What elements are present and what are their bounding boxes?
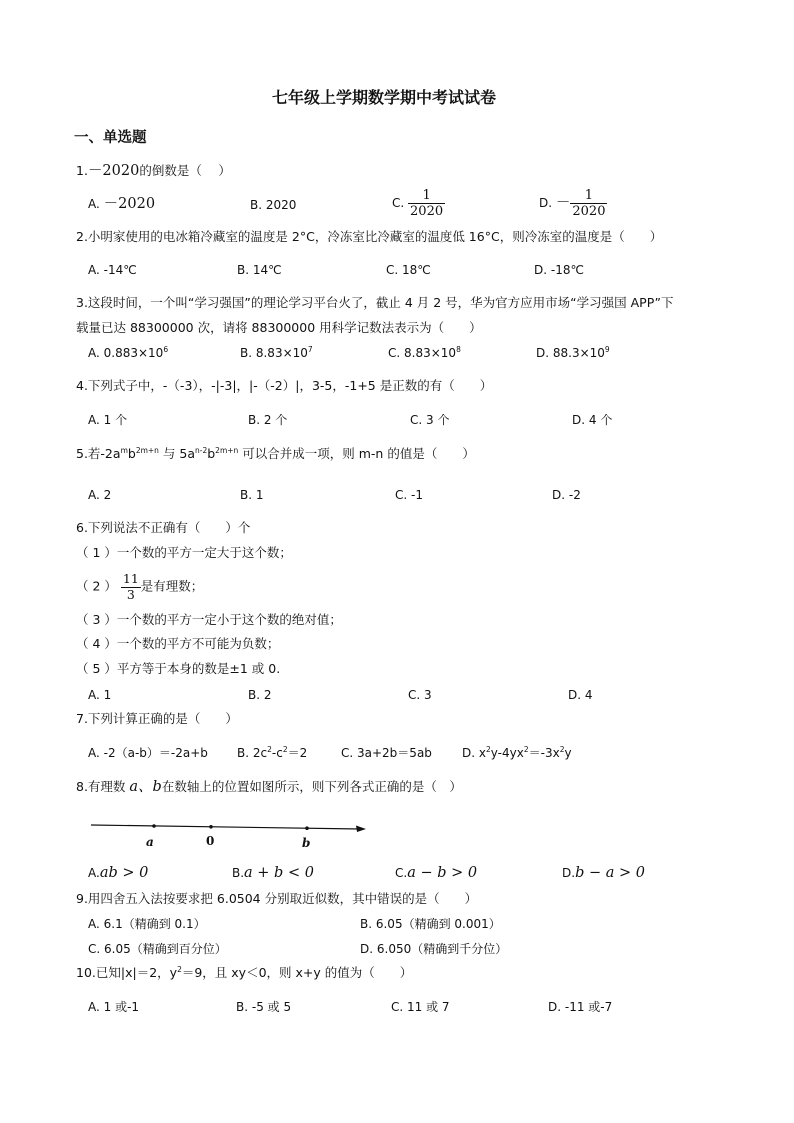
- option-text: ＝2: [287, 746, 308, 760]
- question-2-stem: 2.小明家使用的电冰箱冷藏室的温度是 2°C，冷冻室比冷藏室的温度低 16°C，则冷冻室的温度是（ ）: [76, 229, 663, 244]
- q9-option-d[interactable]: D. 6.050（精确到千分位）: [360, 942, 508, 956]
- q1-option-b[interactable]: B. 2020: [250, 198, 297, 212]
- q10-option-d[interactable]: D. -11 或-7: [548, 1000, 613, 1014]
- stem-text: ＝9，且 xy＜0，则 x+y 的值为（ ）: [181, 965, 413, 980]
- q5-option-d[interactable]: D. -2: [552, 488, 581, 502]
- question-number: 1.: [76, 163, 88, 178]
- exponent: m: [120, 446, 128, 455]
- denominator: 2020: [410, 204, 444, 219]
- option-text: C. 8.83×10: [388, 346, 457, 360]
- option-text: D. 88.3×10: [536, 346, 605, 360]
- exponent: 9: [604, 345, 610, 354]
- option-text: ＝-3x: [528, 746, 560, 760]
- q9-option-b[interactable]: B. 6.05（精确到 0.001）: [360, 917, 501, 931]
- exponent: 2: [559, 745, 565, 754]
- exponent: 2: [177, 965, 182, 974]
- q8-option-c[interactable]: [395, 866, 477, 881]
- option-text: -c: [271, 746, 283, 760]
- q6-statement-2: [76, 573, 203, 601]
- stem-text: 可以合并成一项，则 m-n 的值是（ ）: [238, 446, 475, 461]
- q1-option-d[interactable]: [539, 189, 607, 218]
- number-line-figure: [88, 815, 378, 851]
- q10-option-b[interactable]: B. -5 或 5: [236, 1000, 292, 1014]
- q4-option-d[interactable]: D. 4 个: [572, 413, 613, 427]
- question-1-stem: [76, 164, 231, 179]
- axis-arrow-icon: [356, 826, 366, 833]
- point-zero: [209, 825, 213, 829]
- q7-option-c[interactable]: C. 3a+2b＝5ab: [341, 746, 432, 760]
- q10-option-c[interactable]: C. 11 或 7: [391, 1000, 450, 1014]
- q7-option-d[interactable]: [462, 747, 572, 759]
- page-title: 七年级上学期数学期中考试试卷: [272, 88, 497, 107]
- exponent: 2: [282, 745, 288, 754]
- q8-option-d[interactable]: [562, 866, 645, 881]
- math-expression: a、b: [129, 779, 162, 795]
- q4-option-a[interactable]: A. 1 个: [88, 413, 128, 427]
- q6-statement-4: （ 4 ）一个数的平方不可能为负数；: [76, 636, 280, 651]
- stem-text: 8.有理数: [76, 779, 130, 794]
- math-expression: a + b < 0: [244, 865, 314, 881]
- q6-statement-1: （ 1 ）一个数的平方一定大于这个数；: [76, 545, 292, 560]
- option-text: A. 0.883×10: [88, 346, 164, 360]
- q6-option-d[interactable]: D. 4: [568, 688, 593, 702]
- question-6-stem: 6.下列说法不正确有（ ）个: [76, 520, 251, 535]
- numerator: 11: [122, 571, 139, 586]
- exponent: 2m+n: [135, 446, 159, 455]
- statement-label: （ 2 ）: [76, 578, 117, 594]
- option-text: y-4yx: [490, 746, 524, 760]
- fraction: [570, 189, 607, 218]
- q6-option-a[interactable]: A. 1: [88, 688, 112, 702]
- q7-option-b[interactable]: [237, 747, 307, 759]
- q7-option-a[interactable]: A. -2（a-b）＝-2a+b: [88, 746, 208, 760]
- math-expression: －2020: [103, 196, 156, 212]
- stem-text: 在数轴上的位置如图所示，则下列各式正确的是（ ）: [161, 779, 462, 794]
- point-b: [305, 826, 309, 830]
- stem-text: 与 5a: [158, 446, 195, 461]
- q10-option-a[interactable]: A. 1 或-1: [88, 1000, 140, 1014]
- exponent: 2: [485, 745, 491, 754]
- question-7-stem: 7.下列计算正确的是（ ）: [76, 711, 238, 726]
- fraction: [121, 573, 141, 601]
- question-10-stem: [76, 967, 412, 980]
- q6-statement-5: （ 5 ）平方等于本身的数是±1 或 0.: [76, 661, 281, 676]
- q5-option-b[interactable]: B. 1: [240, 488, 264, 502]
- stem-text: 5.若-2a: [76, 446, 121, 461]
- q5-option-c[interactable]: C. -1: [395, 488, 423, 502]
- numerator: 1: [570, 189, 607, 204]
- stem-text: b: [207, 446, 216, 461]
- fraction: [408, 189, 445, 218]
- exponent: 8: [456, 345, 461, 354]
- option-label: D.: [562, 866, 576, 880]
- option-text: y: [564, 746, 572, 760]
- option-label: A.: [88, 197, 100, 211]
- q3-option-a[interactable]: [88, 347, 168, 359]
- math-expression: b − a > 0: [575, 865, 645, 881]
- q6-option-c[interactable]: C. 3: [408, 688, 432, 702]
- option-label: D.: [539, 196, 553, 210]
- denominator: 2020: [572, 204, 606, 219]
- option-text: D. x: [462, 746, 486, 760]
- option-label: C.: [392, 196, 405, 210]
- question-5-stem: [76, 448, 475, 461]
- exponent: 6: [163, 345, 169, 354]
- q8-option-a[interactable]: [88, 866, 148, 881]
- option-label: B.: [232, 866, 245, 880]
- question-9-stem: 9.用四舍五入法按要求把 6.0504 分别取近似数，其中错误的是（ ）: [76, 891, 478, 906]
- q3-option-c[interactable]: [388, 347, 461, 359]
- exponent: n-2: [195, 446, 208, 455]
- q1-option-a[interactable]: [88, 197, 155, 212]
- q4-option-b[interactable]: B. 2 个: [248, 413, 288, 427]
- exponent: 2: [267, 745, 272, 754]
- q5-option-a[interactable]: A. 2: [88, 488, 112, 502]
- question-3-stem-line-2: 载量已达 88300000 次，请将 88300000 用科学记数法表示为（ ）: [76, 320, 482, 335]
- q6-option-b[interactable]: B. 2: [248, 688, 272, 702]
- option-text: B. 8.83×10: [240, 346, 308, 360]
- q6-statement-3: （ 3 ）一个数的平方一定小于这个数的绝对值；: [76, 612, 342, 627]
- q2-option-d[interactable]: D. -18℃: [534, 263, 584, 277]
- math-expression: ab > 0: [99, 865, 149, 881]
- numerator: 1: [408, 189, 445, 204]
- minus-sign: －: [555, 195, 571, 211]
- math-expression: a − b > 0: [407, 865, 478, 881]
- label-a: a: [146, 835, 154, 849]
- statement-text: 是有理数；: [140, 578, 204, 594]
- option-label: A.: [88, 866, 100, 880]
- point-a: [152, 824, 156, 828]
- q9-option-a[interactable]: A. 6.1（精确到 0.1）: [88, 917, 206, 931]
- option-label: C.: [395, 866, 408, 880]
- stem-text: 的倒数是（ ）: [139, 163, 231, 178]
- stem-text: 10.已知|x|＝2，y: [76, 965, 178, 980]
- q3-option-d[interactable]: [536, 347, 610, 359]
- q1-option-c[interactable]: [392, 189, 445, 218]
- exponent: 2m+n: [215, 446, 239, 455]
- option-text: B. 2c: [237, 746, 268, 760]
- q8-option-b[interactable]: [232, 866, 314, 881]
- question-4-stem: 4.下列式子中，-（-3），-|-3|，|-（-2）|，3-5，-1+5 是正数的有（ ）: [76, 378, 493, 393]
- question-8-stem: [76, 780, 462, 795]
- label-zero: 0: [206, 834, 215, 848]
- q2-option-a[interactable]: A. -14℃: [88, 263, 137, 277]
- exponent: 7: [307, 345, 313, 354]
- label-b: b: [302, 836, 311, 850]
- denominator: 3: [126, 586, 135, 602]
- q3-option-b[interactable]: [240, 347, 313, 359]
- number-line-axis: [91, 825, 360, 829]
- exponent: 2: [523, 745, 529, 754]
- q2-option-b[interactable]: B. 14℃: [237, 263, 282, 277]
- question-3-stem-line-1: 3.这段时间，一个叫“学习强国”的理论学习平台火了，截止 4 月 2 号，华为官方应用市场“学习强国 APP”下: [76, 295, 674, 310]
- stem-text: b: [127, 446, 136, 461]
- q9-option-c[interactable]: C. 6.05（精确到百分位）: [88, 942, 227, 956]
- math-expression: －2020: [87, 163, 140, 179]
- q4-option-c[interactable]: C. 3 个: [410, 413, 450, 427]
- q2-option-c[interactable]: C. 18℃: [386, 263, 431, 277]
- section-heading: 一、单选题: [74, 130, 147, 146]
